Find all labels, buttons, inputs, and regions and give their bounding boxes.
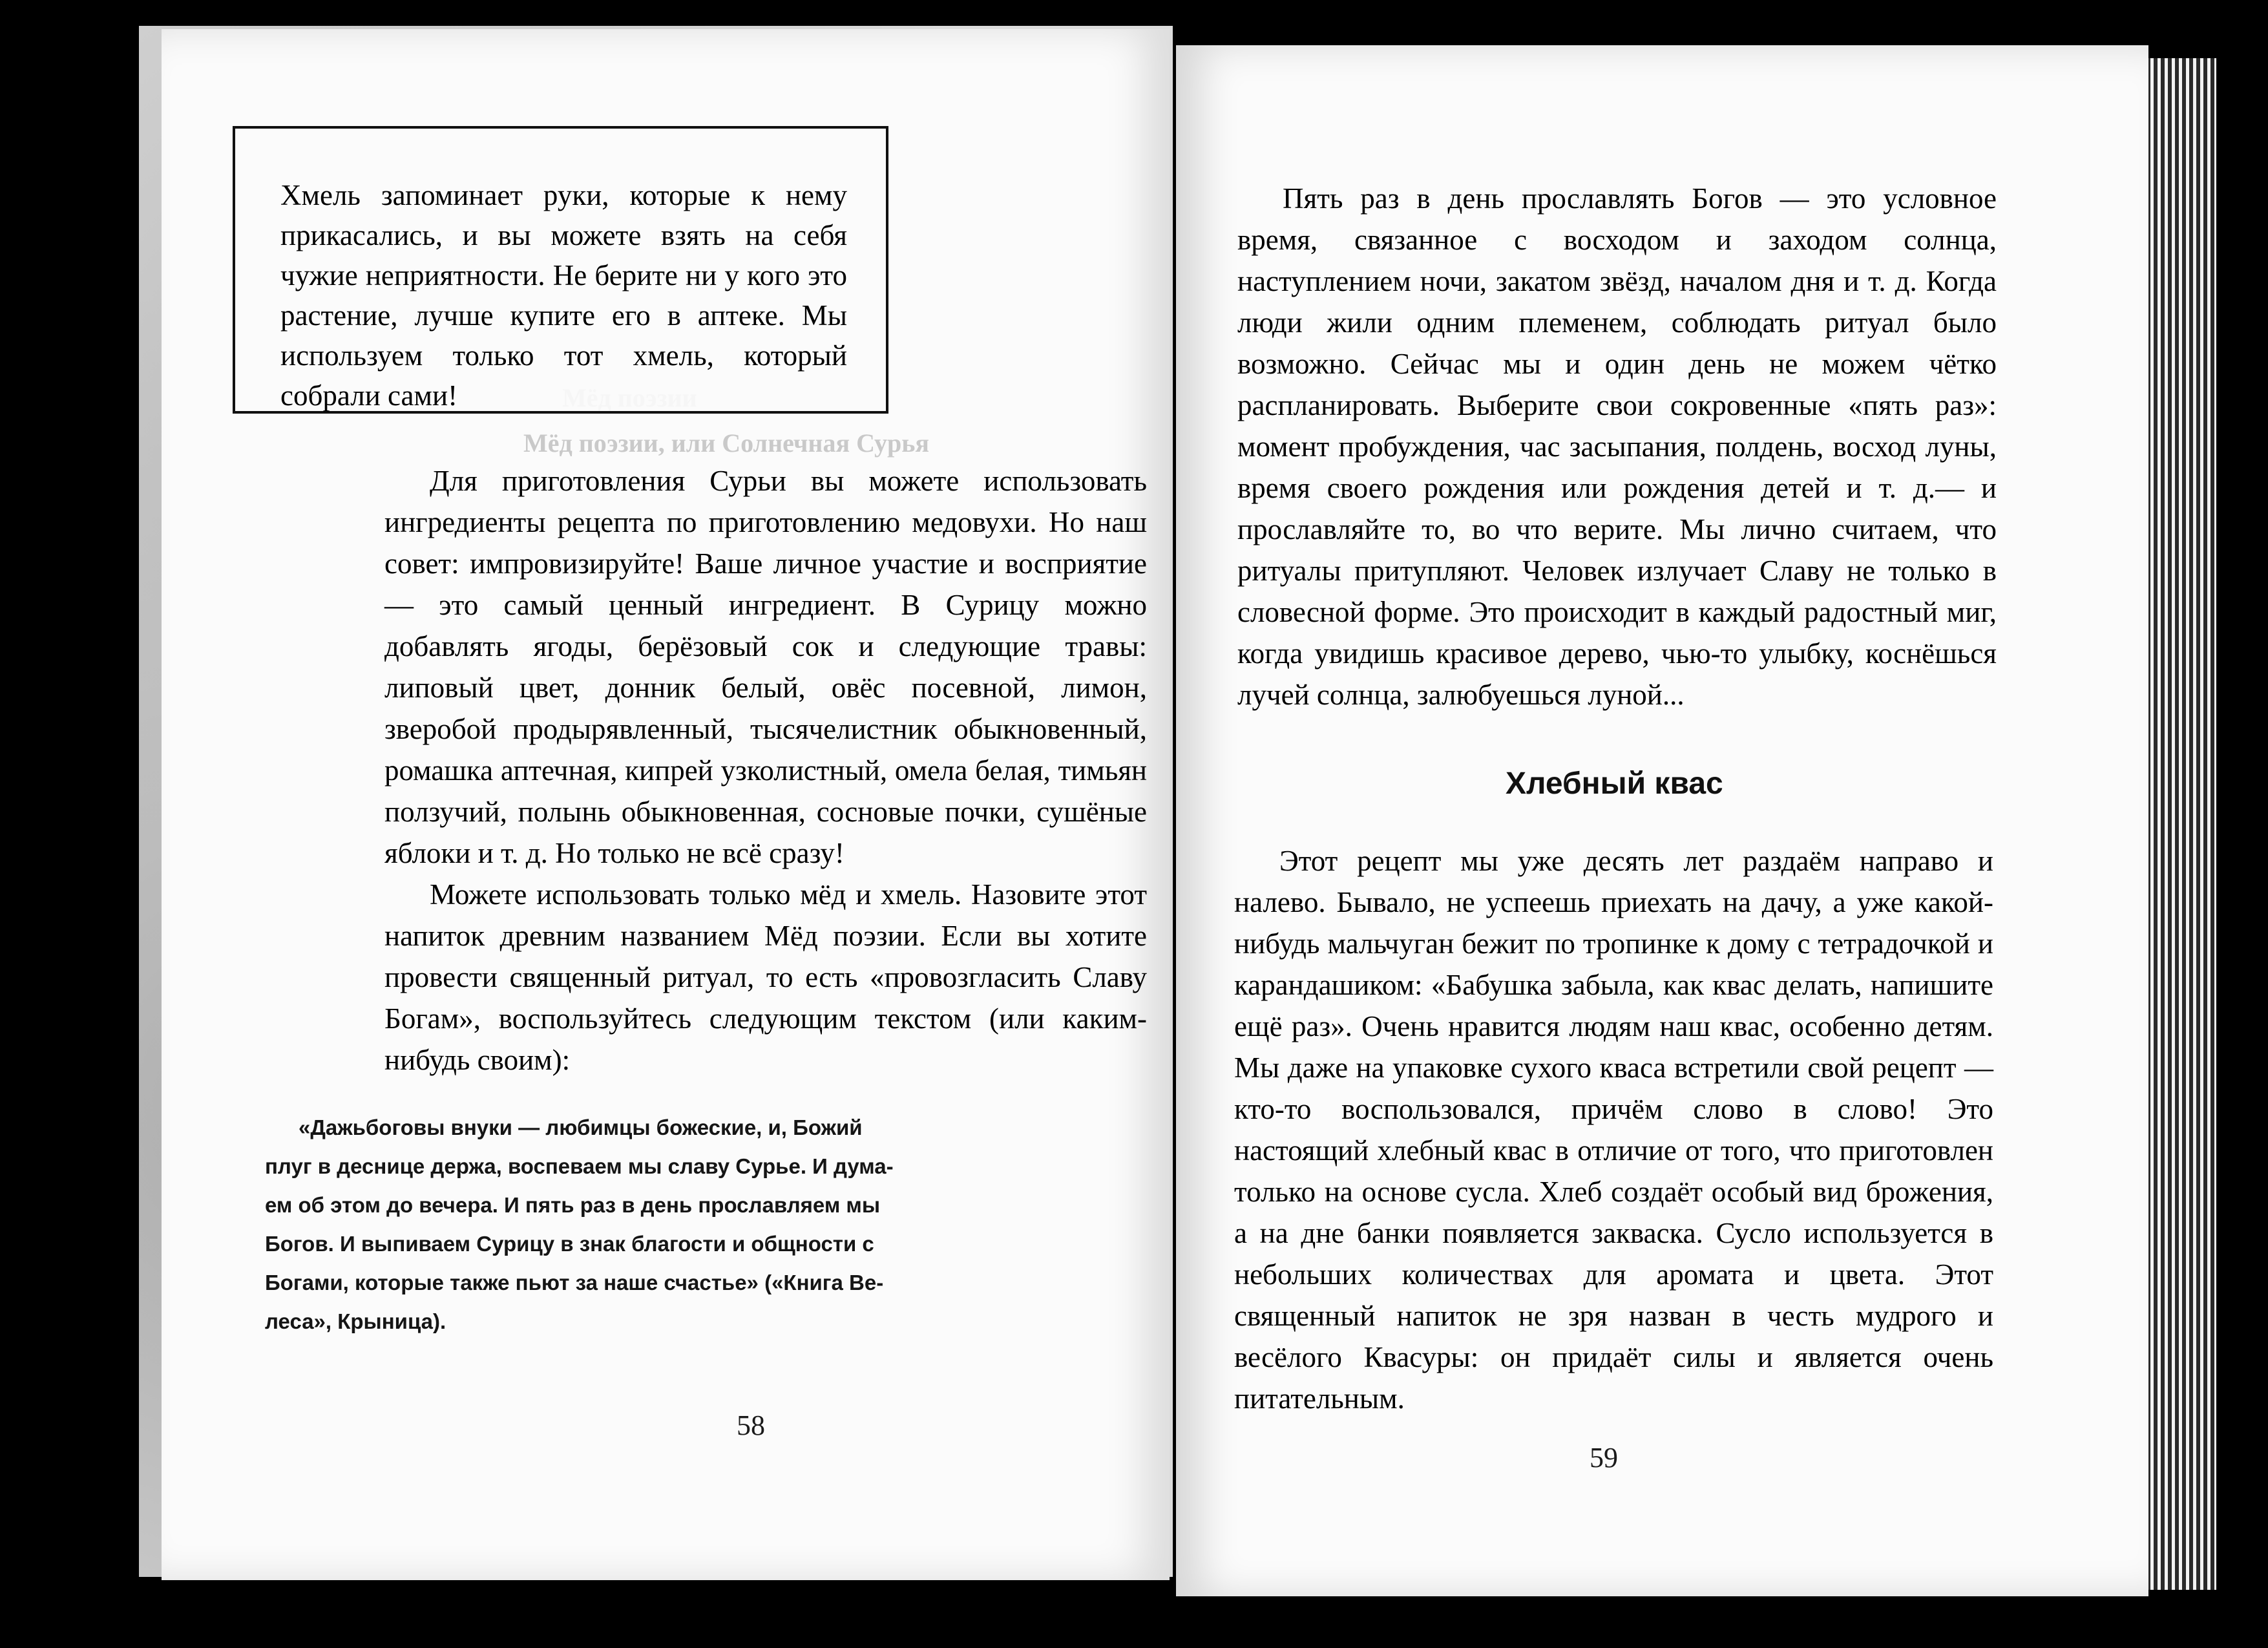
paragraph: Для приготовления Сурьи вы можете использовать ингредиенты рецепта по приготовлению медовухи. Но наш совет: импровизируйте! Ваше личное участие и восприятие — это самый ценный ингредиент. В Сурицу можно добавлять ягоды, берёзовый сок и следующие травы: липовый цвет, донник белый, овёс посевной, лимон, зверобой продырявленный, тысячелистник обыкновенный, ромашка аптечная, кипрей узколистный, омела белая, тимьян ползучий, полынь обыкновенная, сосновые почки, сушёные яблоки и т. д. Но только не всё сразу!	[384, 465, 1147, 869]
boxed-note: Хмель запоминает руки, которые к нему прикасались, и вы можете взять на себя чужие неприятности. Не берите ни у кого это растение, лучше купите его в аптеке. Мы используем только тот хмель, который собрали сами!	[233, 126, 888, 414]
paragraph: Можете использовать только мёд и хмель. Назовите этот напиток древним названием Мёд поэзии. Если вы хотите провести священный ритуал, то есть «провозгласить Славу Богам», воспользуйтесь следующим текстом (или каким-нибудь своим):	[384, 878, 1147, 1076]
right-body-text	[1237, 178, 1997, 715]
page-number-right: 59	[1590, 1442, 1618, 1474]
quote-line: плуг в деснице держа, воспеваем мы славу Сурье. И дума-	[265, 1154, 894, 1178]
paragraph: Пять раз в день прославлять Богов — это условное время, связанное с восходом и заходом солнца, наступлением ночи, закатом звёзд, началом дня и т. д. Когда люди жили одним племенем, соблюдать ритуал было возможно. Сейчас мы и один день не можем чётко распланировать. Выберите свои сокровенные «пять раз»: момент пробуждения, час засыпания, полдень, восход луны, время своего рождения или рождения детей и т. д.— и прославляйте то, во что верите. Мы лично считаем, что ритуалы притупляют. Человек излучает Славу не только в словесной форме. Это происходит в каждый радостный миг, когда увидишь красивое дерево, чью-то улыбку, коснёшься лучей солнца, залюбуешься луной...	[1237, 182, 1997, 711]
quote-line: «Дажьбоговы внуки — любимцы божеские, и, Божий	[299, 1115, 863, 1139]
left-body-text	[384, 460, 1147, 1081]
section-title: Хлебный квас	[1506, 766, 1723, 801]
quote-line: Богов. И выпиваем Сурицу в знак благости и общности с	[265, 1232, 874, 1256]
quote-line: ем об этом до вечера. И пять раз в день прославляем мы	[265, 1193, 881, 1217]
quote-block	[265, 1108, 1170, 1341]
page-number-left: 58	[737, 1410, 765, 1441]
right-body-text-2	[1234, 840, 1993, 1419]
bleed-through-heading: Мёд поэзии, или Солнечная Сурья	[523, 428, 930, 458]
quote-line: леса», Крыница).	[265, 1309, 446, 1333]
quote-line: Богами, которые также пьют за наше счастье» («Книга Ве-	[265, 1271, 884, 1294]
paragraph: Этот рецепт мы уже десять лет раздаём направо и налево. Бывало, не успеешь приехать на дачу, а уже какой-нибудь мальчуган бежит по тропинке к дому с тетрадочкой и карандашиком: «Бабушка забыла, как квас делать, напишите ещё раз». Очень нравится людям наш квас, особенно детям. Мы даже на упаковке сухого кваса встретили свой рецепт — кто-то воспользовался, причём слово в слово! Это настоящий хлебный квас в отличие от того, что приготовлен только на основе сусла. Хлеб создаёт особый вид брожения, а на дне банки появляется закваска. Сусло используется в небольших количествах для аромата и цвета. Этот священный напиток не зря назван в честь мудрого и весёлого Квасуры: он придаёт силы и является очень питательным.	[1234, 845, 1993, 1415]
